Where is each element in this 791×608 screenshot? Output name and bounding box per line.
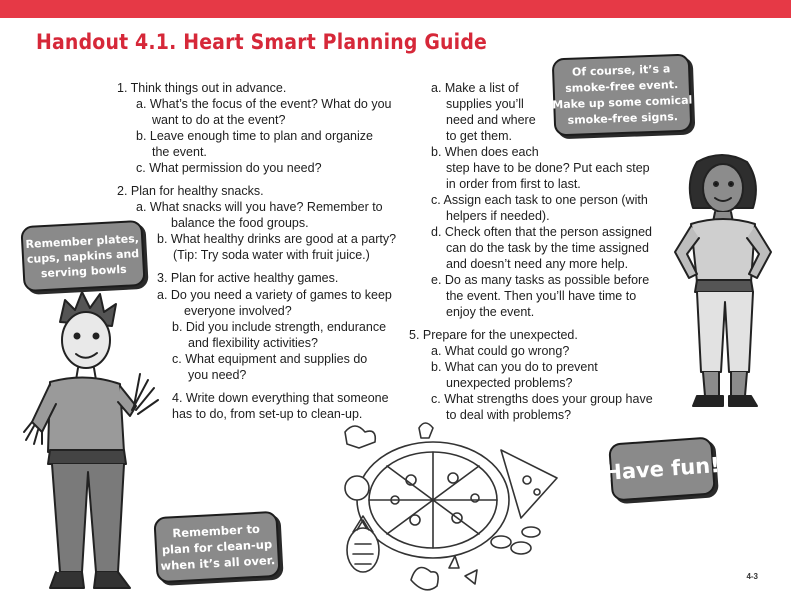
list-item: need and where	[446, 113, 536, 127]
list-item: 5. Prepare for the unexpected.	[409, 328, 578, 342]
list-item: b. Did you include strength, endurance	[172, 320, 387, 334]
list-item: to get them.	[446, 129, 513, 143]
bubble-text: plan for clean-up	[161, 537, 273, 557]
list-item: a. What’s the focus of the event? What do you	[136, 97, 392, 111]
list-item: and doesn’t need any more help.	[446, 257, 629, 271]
list-item: e. Do as many tasks as possible before	[431, 273, 650, 287]
list-item: b. What healthy drinks are good at a party?	[157, 232, 397, 246]
list-item: supplies you’ll	[446, 97, 524, 111]
list-item: b. Leave enough time to plan and organize	[136, 129, 373, 143]
list-item: 3. Plan for active healthy games.	[157, 271, 339, 285]
list-item: 2. Plan for healthy snacks.	[117, 184, 264, 198]
list-item: can do the task by the time assigned	[446, 241, 649, 255]
list-item: a. Make a list of	[431, 81, 519, 95]
list-item: d. Check often that the person assigned	[431, 225, 652, 239]
list-item: you need?	[188, 368, 247, 382]
list-item: in order from first to last.	[446, 177, 581, 191]
list-item: the event. Then you’ll have time to	[446, 289, 637, 303]
top-red-bar	[0, 0, 791, 18]
list-item: a. What could go wrong?	[431, 344, 570, 358]
list-item: c. What permission do you need?	[136, 161, 322, 175]
bubble-text: serving bowls	[40, 262, 127, 280]
list-item: b. When does each	[431, 145, 539, 159]
girl-illustration	[667, 152, 782, 412]
list-item: a. Do you need a variety of games to keep	[157, 288, 392, 302]
list-item: everyone involved?	[184, 304, 292, 318]
bubble-text: Remember plates,	[25, 231, 140, 251]
page-title: Handout 4.1. Heart Smart Planning Guide	[36, 30, 488, 54]
page-number: 4-3	[746, 572, 758, 581]
list-item: the event.	[152, 145, 207, 159]
list-item: and flexibility activities?	[188, 336, 318, 350]
list-item: step have to be done? Put each step	[446, 161, 650, 175]
list-item: 1. Think things out in advance.	[117, 81, 287, 95]
list-item: has to do, from set-up to clean-up.	[172, 407, 363, 421]
list-item: c. Assign each task to one person (with	[431, 193, 648, 207]
pizza-illustration	[325, 420, 565, 605]
bubble-text: cups, napkins and	[26, 246, 140, 266]
list-item: unexpected problems?	[446, 376, 573, 390]
bubble-remember-cleanup	[153, 511, 280, 583]
bubble-text: Make up some comical	[552, 93, 693, 112]
list-item: c. What strengths does your group have	[431, 392, 653, 406]
list-item: 4. Write down everything that someone	[172, 391, 389, 405]
list-item: helpers if needed).	[446, 209, 550, 223]
list-item: want to do at the event?	[152, 113, 286, 127]
bubble-text: smoke-free signs.	[567, 110, 679, 127]
list-item: to deal with problems?	[446, 408, 572, 422]
list-item: a. What snacks will you have? Remember to	[136, 200, 383, 214]
bubble-smoke-free	[552, 54, 693, 137]
bubble-remember-plates	[20, 220, 145, 292]
list-item: b. What can you do to prevent	[431, 360, 598, 374]
list-item: enjoy the event.	[446, 305, 535, 319]
bubble-text: Of course, it’s a	[571, 62, 671, 79]
boy-illustration	[20, 282, 170, 602]
bubble-have-fun	[603, 436, 721, 501]
list-item: c. What equipment and supplies do	[172, 352, 368, 366]
list-item: balance the food groups.	[171, 216, 309, 230]
bubble-text: smoke-free event.	[565, 78, 679, 95]
bubble-text: Remember to	[172, 521, 261, 541]
bubble-text: when it’s all over.	[160, 552, 276, 573]
bubble-text: Have fun!	[603, 452, 721, 486]
list-item: (Tip: Try soda water with fruit juice.)	[173, 248, 370, 262]
